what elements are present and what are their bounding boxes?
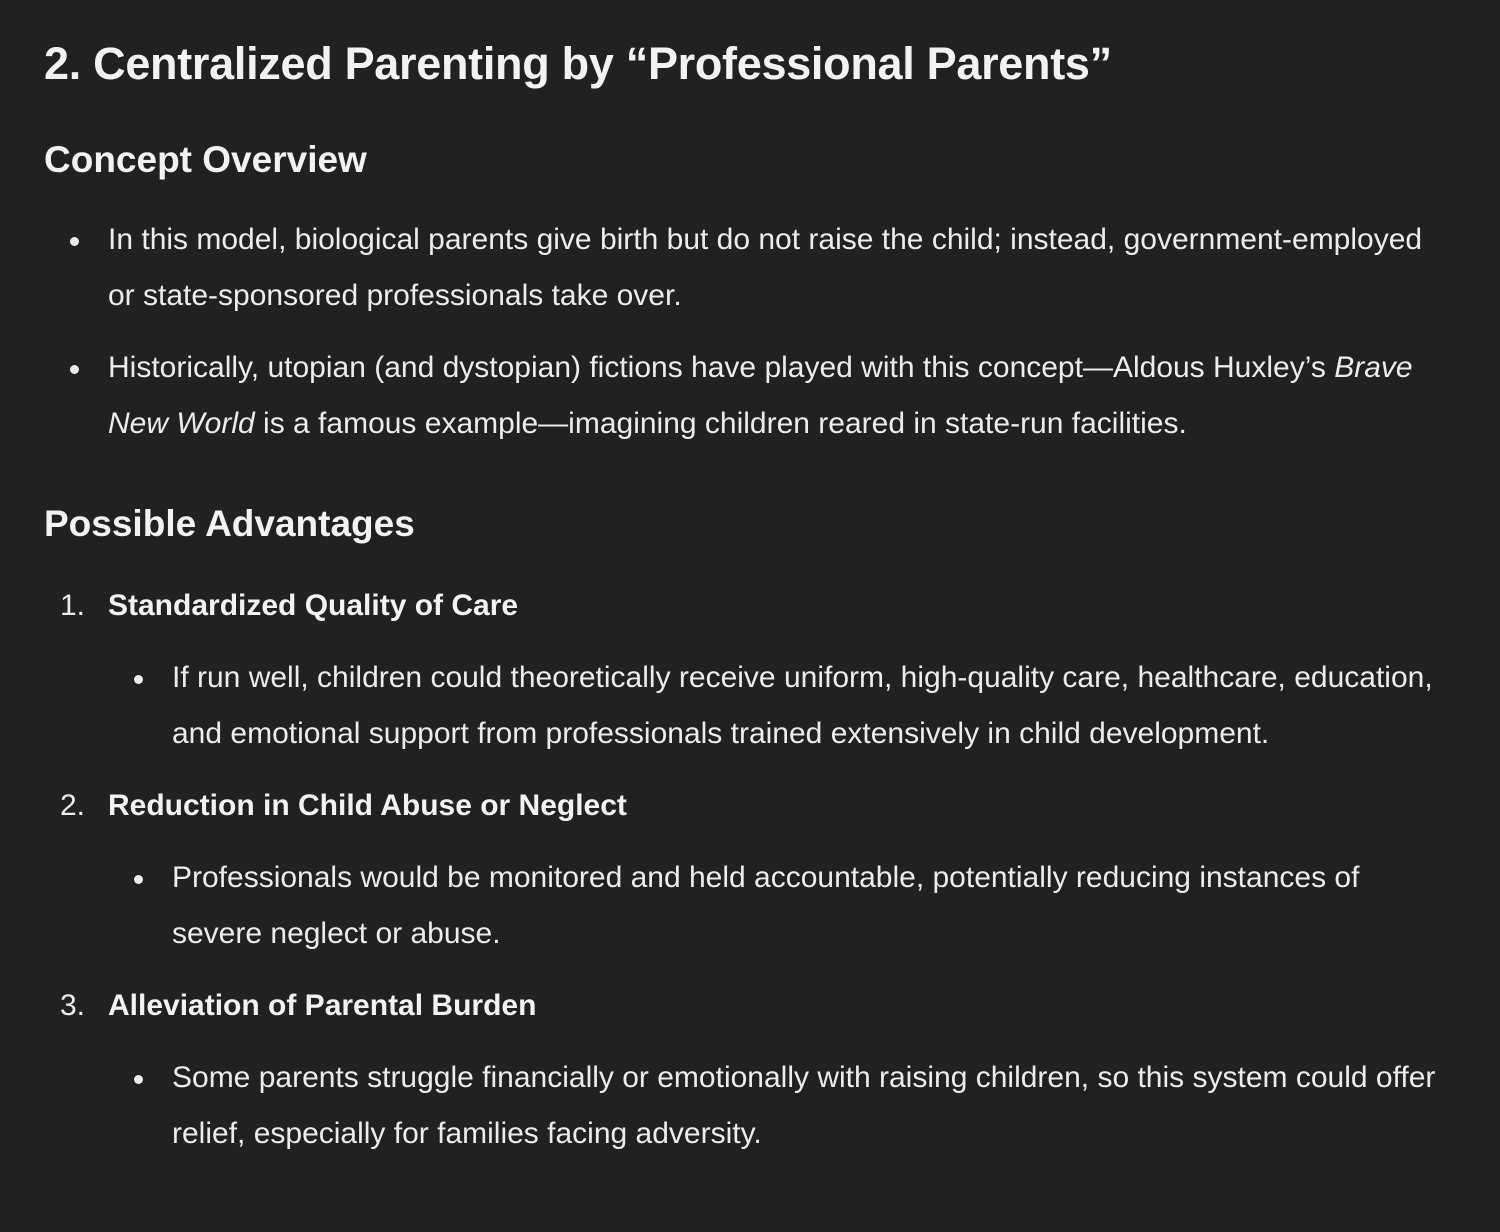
list-item-text: In this model, biological parents give birth but do not raise the child; instead, government-employed or state-sponsored professionals take over. — [108, 223, 1423, 312]
bullet-dot-icon — [134, 675, 143, 684]
advantage-item — [44, 578, 1440, 762]
section-heading: 2. Centralized Parenting by “Professional Parents” — [44, 38, 1112, 89]
advantage-item — [44, 978, 1440, 1162]
advantage-bullet-list — [108, 850, 1440, 962]
advantage-title: Standardized Quality of Care — [108, 589, 519, 622]
advantage-title: Alleviation of Parental Burden — [108, 989, 537, 1022]
advantage-number: 2. — [60, 789, 86, 822]
bullet-dot-icon — [70, 365, 79, 374]
advantage-number: 1. — [60, 589, 86, 622]
list-item-text: If run well, children could theoretically receive uniform, high-quality care, healthcare, education, and emotional support from professionals trained extensively in child development. — [172, 661, 1433, 750]
list-item-text-start: Historically, utopian (and dystopian) fictions have played with this concept—Aldous Huxley’s — [108, 351, 1335, 384]
list-item — [44, 212, 1440, 324]
list-item-text: Some parents struggle financially or emotionally with raising children, so this system could offer relief, especially for families facing adversity. — [172, 1061, 1436, 1150]
bullet-dot-icon — [134, 1075, 143, 1084]
list-item-text-end: is a famous example—imagining children reared in state-run facilities. — [254, 407, 1187, 440]
overview-bullet-list — [44, 212, 1440, 452]
list-item-text: Professionals would be monitored and held accountable, potentially reducing instances of severe neglect or abuse. — [172, 861, 1360, 950]
advantages-numbered-list — [44, 578, 1440, 1162]
list-item — [108, 650, 1440, 762]
bullet-dot-icon — [134, 875, 143, 884]
list-item — [44, 340, 1440, 452]
bullet-dot-icon — [70, 237, 79, 246]
list-item — [108, 850, 1440, 962]
possible-advantages-heading: Possible Advantages — [44, 503, 415, 544]
advantage-title: Reduction in Child Abuse or Neglect — [108, 789, 627, 822]
list-item — [108, 1050, 1440, 1162]
advantage-item — [44, 778, 1440, 962]
concept-overview-heading: Concept Overview — [44, 139, 367, 180]
advantage-number: 3. — [60, 989, 86, 1022]
advantage-bullet-list — [108, 650, 1440, 762]
book-title: Brave New World — [108, 351, 1413, 440]
advantage-bullet-list — [108, 1050, 1440, 1162]
